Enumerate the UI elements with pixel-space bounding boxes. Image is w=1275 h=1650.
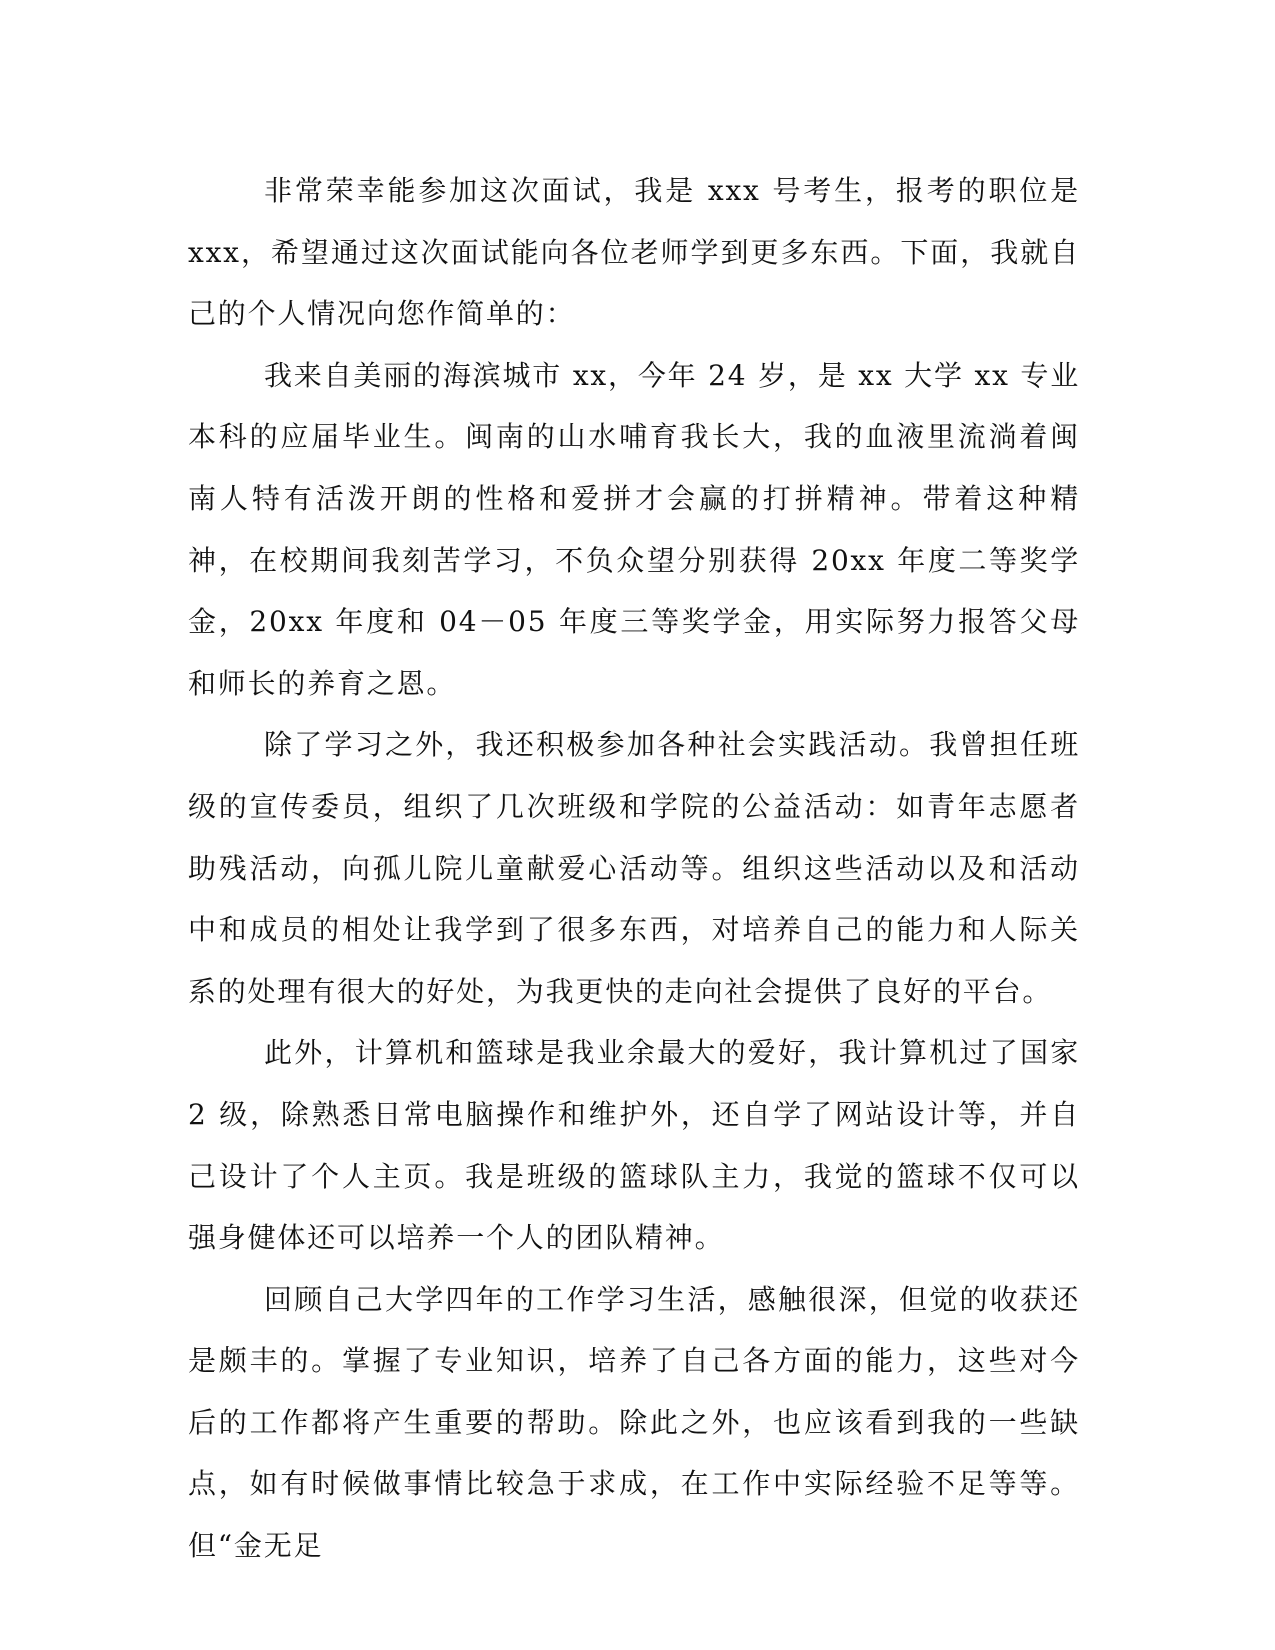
paragraph-background: 我来自美丽的海滨城市 xx，今年 24 岁，是 xx 大学 xx 专业本科的应届毕业生。闽南的山水哺育我长大，我的血液里流淌着闽南人特有活泼开朗的性格和爱拼才会赢的打拼精神。带着这种精神，在校期间我刻苦学习，不负众望分别获得 20xx 年度二等奖学金，20xx 年度和 04－05 年度三等奖学金，用实际努力报答父母和师长的养育之恩。 [188,358,1080,700]
paragraph-reflection: 回顾自己大学四年的工作学习生活，感触很深，但觉的收获还是颇丰的。掌握了专业知识，培养了自己各方面的能力，这些对今后的工作都将产生重要的帮助。除此之外，也应该看到我的一些缺点，如有时候做事情比较急于求成，在工作中实际经验不足等等。但“金无足 [188,1282,1080,1563]
document-body [188,160,1080,1577]
paragraph-activities: 除了学习之外，我还积极参加各种社会实践活动。我曾担任班级的宣传委员，组织了几次班级和学院的公益活动：如青年志愿者助残活动，向孤儿院儿童献爱心活动等。组织这些活动以及和活动中和成员的相处让我学到了很多东西，对培养自己的能力和人际关系的处理有很大的好处，为我更快的走向社会提供了良好的平台。 [188,728,1080,1008]
paragraph-hobbies: 此外，计算机和篮球是我业余最大的爱好，我计算机过了国家 2 级，除熟悉日常电脑操作和维护外，还自学了网站设计等，并自己设计了个人主页。我是班级的篮球队主力，我觉的篮球不仅可以强身健体还可以培养一个人的团队精神。 [188,1036,1080,1255]
paragraph-intro: 非常荣幸能参加这次面试，我是 xxx 号考生，报考的职位是 xxx，希望通过这次面试能向各位老师学到更多东西。下面，我就自己的个人情况向您作简单的： [188,174,1080,331]
